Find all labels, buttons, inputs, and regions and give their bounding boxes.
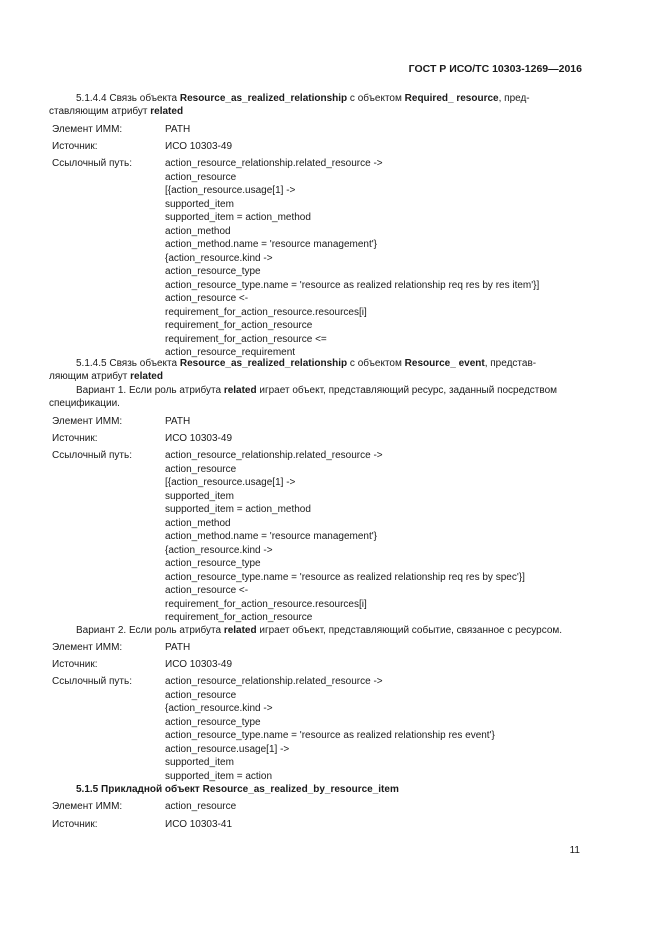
heading-target: Required_ resource <box>404 93 499 104</box>
path-line: action_resource <box>165 171 237 183</box>
heading-text: с объектом <box>347 358 405 369</box>
path-line: supported_item = action <box>165 770 273 782</box>
path-line: action_resource_relationship.related_resource -> <box>165 676 383 687</box>
path-line: requirement_for_action_resource <box>165 320 313 331</box>
path-line: action_resource.usage[1] -> <box>165 743 290 755</box>
path-label: Ссылочный путь: <box>52 676 132 687</box>
heading-attr: related <box>150 106 184 117</box>
variant-attr: related <box>223 625 257 636</box>
element-row <box>0 800 661 813</box>
source-label: Источник: <box>52 433 98 444</box>
heading-text: , представ- <box>484 358 537 369</box>
source-value: ИСО 10303-49 <box>165 433 233 444</box>
source-value: ИСО 10303-49 <box>165 141 233 152</box>
source-label: Источник: <box>52 819 98 830</box>
path-line: supported_item <box>165 490 234 502</box>
path-line: {action_resource.kind -> <box>165 703 273 714</box>
element-label: Элемент ИММ: <box>52 642 123 653</box>
heading-text: 5.1.4.4 Связь объекта <box>76 93 180 104</box>
source-row <box>0 818 661 831</box>
path-line: action_resource_type.name = 'resource as realized relationship res event'} <box>165 730 495 741</box>
path-line: supported_item = action_method <box>165 212 311 223</box>
element-value: action_resource <box>165 801 237 812</box>
heading-text: ставляющим атрибут <box>49 106 151 117</box>
section-5144-heading <box>49 92 585 118</box>
path-line: requirement_for_action_resource <= <box>165 333 327 345</box>
heading-text: , пред- <box>498 93 530 104</box>
path-block <box>165 157 539 360</box>
heading-text: ляющим атрибут <box>49 371 131 382</box>
path-line: [{action_resource.usage[1] -> <box>165 185 296 196</box>
element-value: PATH <box>165 124 191 135</box>
path-line: action_resource_relationship.related_resource -> <box>165 158 383 169</box>
path-line: action_resource_relationship.related_resource -> <box>165 450 383 461</box>
variant-1-text <box>49 384 585 410</box>
path-block <box>165 449 525 625</box>
path-line: action_resource_type <box>165 716 261 728</box>
path-line: requirement_for_action_resource.resources[i] <box>165 306 367 318</box>
path-line: supported_item = action_method <box>165 504 311 515</box>
path-line: action_method <box>165 225 231 237</box>
source-row <box>0 432 661 445</box>
variant-2-text <box>49 624 585 637</box>
heading-attr: related <box>130 371 163 382</box>
heading-text: с объектом <box>347 93 405 104</box>
heading-object: Resource_as_realized_relationship <box>179 358 348 369</box>
source-row <box>0 658 661 671</box>
path-line: requirement_for_action_resource <box>165 612 313 623</box>
heading-text: 5.1.4.5 Связь объекта <box>76 358 180 369</box>
path-line: action_method.name = 'resource management'} <box>165 531 378 542</box>
element-row <box>0 415 661 428</box>
path-label: Ссылочный путь: <box>52 450 132 461</box>
variant-attr: related <box>223 385 257 396</box>
element-row <box>0 641 661 654</box>
heading-target: Resource_ event <box>404 358 485 369</box>
path-line: action_resource <- <box>165 585 249 596</box>
element-value: PATH <box>165 642 191 653</box>
source-value: ИСО 10303-41 <box>165 819 233 830</box>
path-line: action_method.name = 'resource management'} <box>165 239 378 250</box>
path-line: action_method <box>165 517 231 529</box>
path-line: supported_item <box>165 757 234 768</box>
path-line: {action_resource.kind -> <box>165 252 273 264</box>
variant-text: спецификации. <box>49 398 120 409</box>
path-line: action_resource_type <box>165 266 261 277</box>
page-number: 11 <box>569 845 580 856</box>
element-label: Элемент ИММ: <box>52 801 123 812</box>
path-line: requirement_for_action_resource.resources[i] <box>165 598 367 610</box>
variant-text: Вариант 1. Если роль атрибута <box>76 385 224 396</box>
variant-text: играет объект, представляющий событие, связанное с ресурсом. <box>256 625 563 636</box>
path-block <box>165 675 495 783</box>
path-line: action_resource <box>165 689 237 701</box>
element-row <box>0 123 661 136</box>
section-515-heading: 5.1.5 Прикладной объект Resource_as_realized_by_resource_item <box>76 784 399 795</box>
path-line: action_resource_type.name = 'resource as realized relationship req res by res item'}] <box>165 279 540 291</box>
heading-object: Resource_as_realized_relationship <box>179 93 348 104</box>
element-value: PATH <box>165 416 191 427</box>
source-row <box>0 140 661 153</box>
path-line: action_resource <- <box>165 293 249 304</box>
path-line: action_resource_requirement <box>165 347 296 358</box>
source-label: Источник: <box>52 141 98 152</box>
document-header: ГОСТ Р ИСО/ТС 10303-1269—2016 <box>408 63 582 75</box>
variant-text: играет объект, представляющий ресурс, заданный посредством <box>256 385 558 396</box>
path-line: action_resource_type <box>165 558 261 569</box>
variant-text: Вариант 2. Если роль атрибута <box>76 625 224 636</box>
element-label: Элемент ИММ: <box>52 416 123 427</box>
element-label: Элемент ИММ: <box>52 124 123 135</box>
source-label: Источник: <box>52 659 98 670</box>
section-5145-heading <box>49 357 585 383</box>
source-value: ИСО 10303-49 <box>165 659 233 670</box>
path-line: [{action_resource.usage[1] -> <box>165 477 296 488</box>
path-line: {action_resource.kind -> <box>165 544 273 556</box>
path-line: action_resource <box>165 463 237 475</box>
path-line: supported_item <box>165 198 234 210</box>
path-line: action_resource_type.name = 'resource as realized relationship req res by spec'}] <box>165 571 525 583</box>
path-label: Ссылочный путь: <box>52 158 132 169</box>
